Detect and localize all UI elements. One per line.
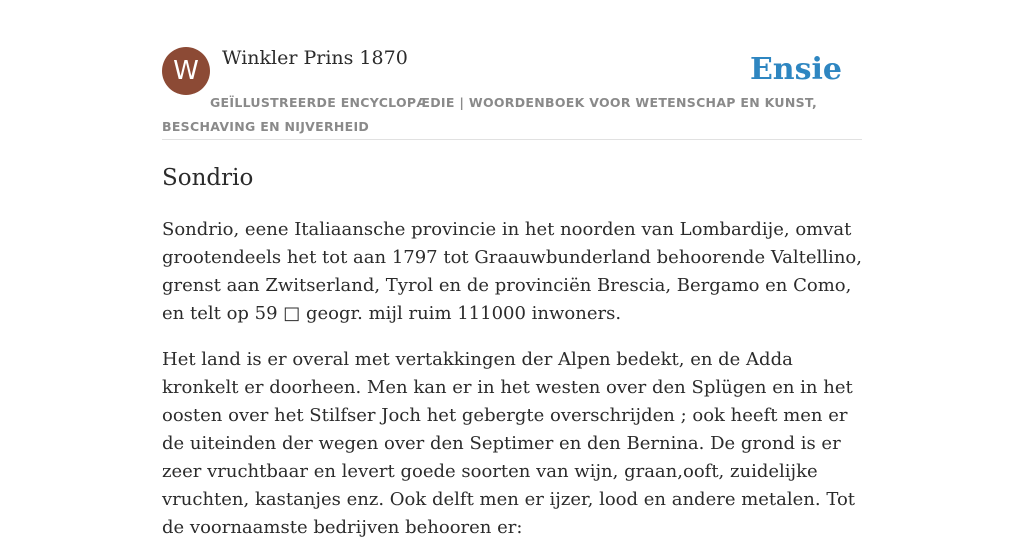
source-title-link[interactable]: Winkler Prins 1870 <box>222 47 408 69</box>
source-subtitle: GEÏLLUSTREERDE ENCYCLOPÆDIE | WOORDENBOEK VOOR WETENSCHAP EN KUNST, BESCHAVING EN NIJVERHEID <box>162 95 818 134</box>
article-title: Sondrio <box>162 165 254 191</box>
article-body <box>162 216 864 560</box>
ensie-logo-link[interactable]: Ensie <box>749 52 842 87</box>
source-avatar[interactable]: W <box>162 47 210 95</box>
article-paragraph: Sondrio, eene Italiaansche provincie in het noorden van Lombardije, omvat grootendeels het tot aan 1797 tot Graauwbunderland behoorende Valtellino, grenst aan Zwitserland, Tyrol en de provinciën Brescia, Bergamo en Como, en telt op 59 □ geogr. mijl ruim 111000 inwoners. <box>162 219 862 324</box>
article-paragraph: Het land is er overal met vertakkingen der Alpen bedekt, en de Adda kronkelt er doorheen. Men kan er in het westen over den Splügen en in het oosten over het Stilfser Joch het gebergte overschrijden ; ook heeft men er de uiteinden der wegen over den Septimer en den Bernina. De grond is er zeer vruchtbaar en levert goede soorten van wijn, graan,ooft, zuidelijke vruchten, kastanjes enz. Ook delft men er ijzer, lood en andere metalen. Tot de voornaamste bedrijven behooren er: <box>162 349 856 538</box>
source-header <box>162 46 862 140</box>
